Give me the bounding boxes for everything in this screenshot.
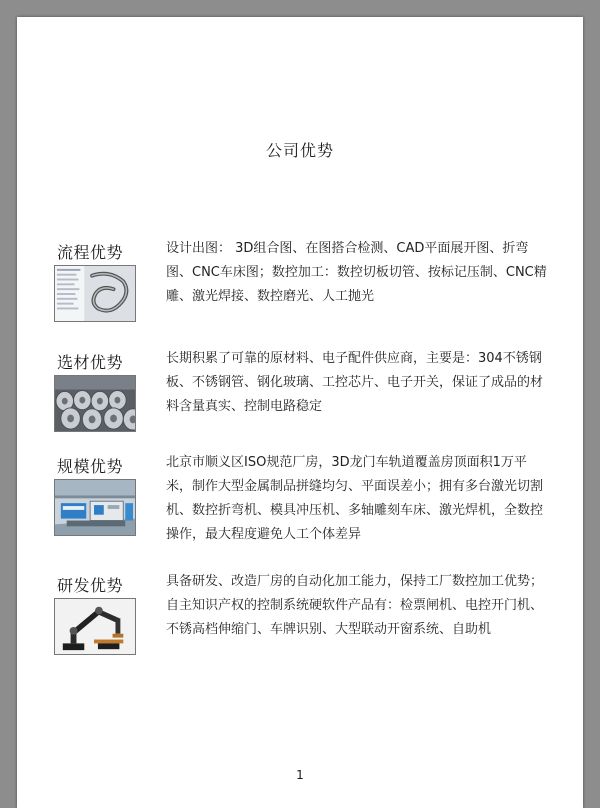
section-heading: 选材优势 [57,353,124,372]
page-number: 1 [296,768,304,782]
section-text: 北京市顺义区ISO规范厂房，3D龙门车轨道覆盖房顶面积1万平米，制作大型金属制品拼缝均匀、平面误差小；拥有多台激光切割机、数控折弯机、模具冲压机、多轴雕刻车床、激光焊机，全数控操作，最大程度避免人工个体差异 [166,455,544,542]
factory-machines-image [54,479,136,536]
robot-arm-image [54,598,136,655]
section-text: 设计出图： 3D组合图、在图搭合检测、CAD平面展开图、折弯图、CNC车床图；数控加工：数控切板切管、按标记压制、CNC精雕、激光焊接、数控磨光、人工抛光 [166,241,547,304]
section-heading: 研发优势 [57,576,124,595]
page-title: 公司优势 [265,141,334,160]
document-page [17,17,583,808]
section-text: 具备研发、改造厂房的自动化加工能力，保持工厂数控加工优势；自主知识产权的控制系统硬软件产品有：检票闸机、电控开门机、不锈高档伸缩门、车牌识别、大型联动开窗系统、自助机 [166,574,544,637]
steel-coils-image [54,375,136,432]
section-heading: 流程优势 [57,243,124,262]
section-text: 长期积累了可靠的原材料、电子配件供应商，主要是：304不锈钢板、不锈钢管、钢化玻璃、工控芯片、电子开关，保证了成品的材料含量真实、控制电路稳定 [166,351,544,414]
software-and-bent-tube-image [54,265,136,322]
section-heading: 规模优势 [57,457,124,476]
